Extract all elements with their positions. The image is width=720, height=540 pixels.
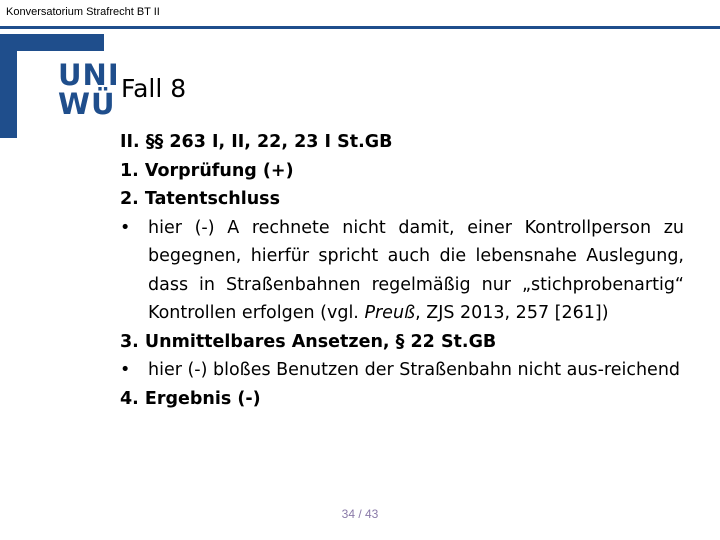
section-heading: II. §§ 263 I, II, 22, 23 I St.GB xyxy=(120,132,393,152)
bullet-text: hier (-) A rechnete nicht damit, einer Kontrollperson zu begegnen, hierfür spricht auch die lebensnahe Auslegung, dass in Straßenbahnen regelmäßig nur „stichprobenartig“ Kontrollen erfolgen (vgl. Preuß, ZJS 2013, 257 [261]) xyxy=(148,217,684,323)
course-title: Konversatorium Strafrecht BT II xyxy=(6,6,160,18)
page-number: 34 / 43 xyxy=(341,507,379,521)
bullet-mark: • xyxy=(120,217,131,238)
bullet-mark: • xyxy=(120,360,131,380)
slide-content xyxy=(120,128,684,413)
header-divider xyxy=(0,26,720,29)
bullet-ansetzen xyxy=(120,356,684,385)
university-logo xyxy=(0,34,120,138)
step-unmittelbares-ansetzen: 3. Unmittelbares Ansetzen, § 22 St.GB xyxy=(120,331,497,352)
step-vorpruefung: 1. Vorprüfung (+) xyxy=(120,160,294,181)
step-ergebnis: 4. Ergebnis (-) xyxy=(120,388,261,409)
logo-text-line1: UNI xyxy=(58,58,120,92)
bullet-tatentschluss xyxy=(120,214,684,328)
slide-title: Fall 8 xyxy=(121,74,187,103)
step-tatentschluss: 2. Tatentschluss xyxy=(120,189,281,209)
logo-text-line2: WÜ xyxy=(58,87,116,121)
bullet-text: hier (-) bloßes Benutzen der Straßenbahn nicht aus-reichend xyxy=(148,360,681,380)
